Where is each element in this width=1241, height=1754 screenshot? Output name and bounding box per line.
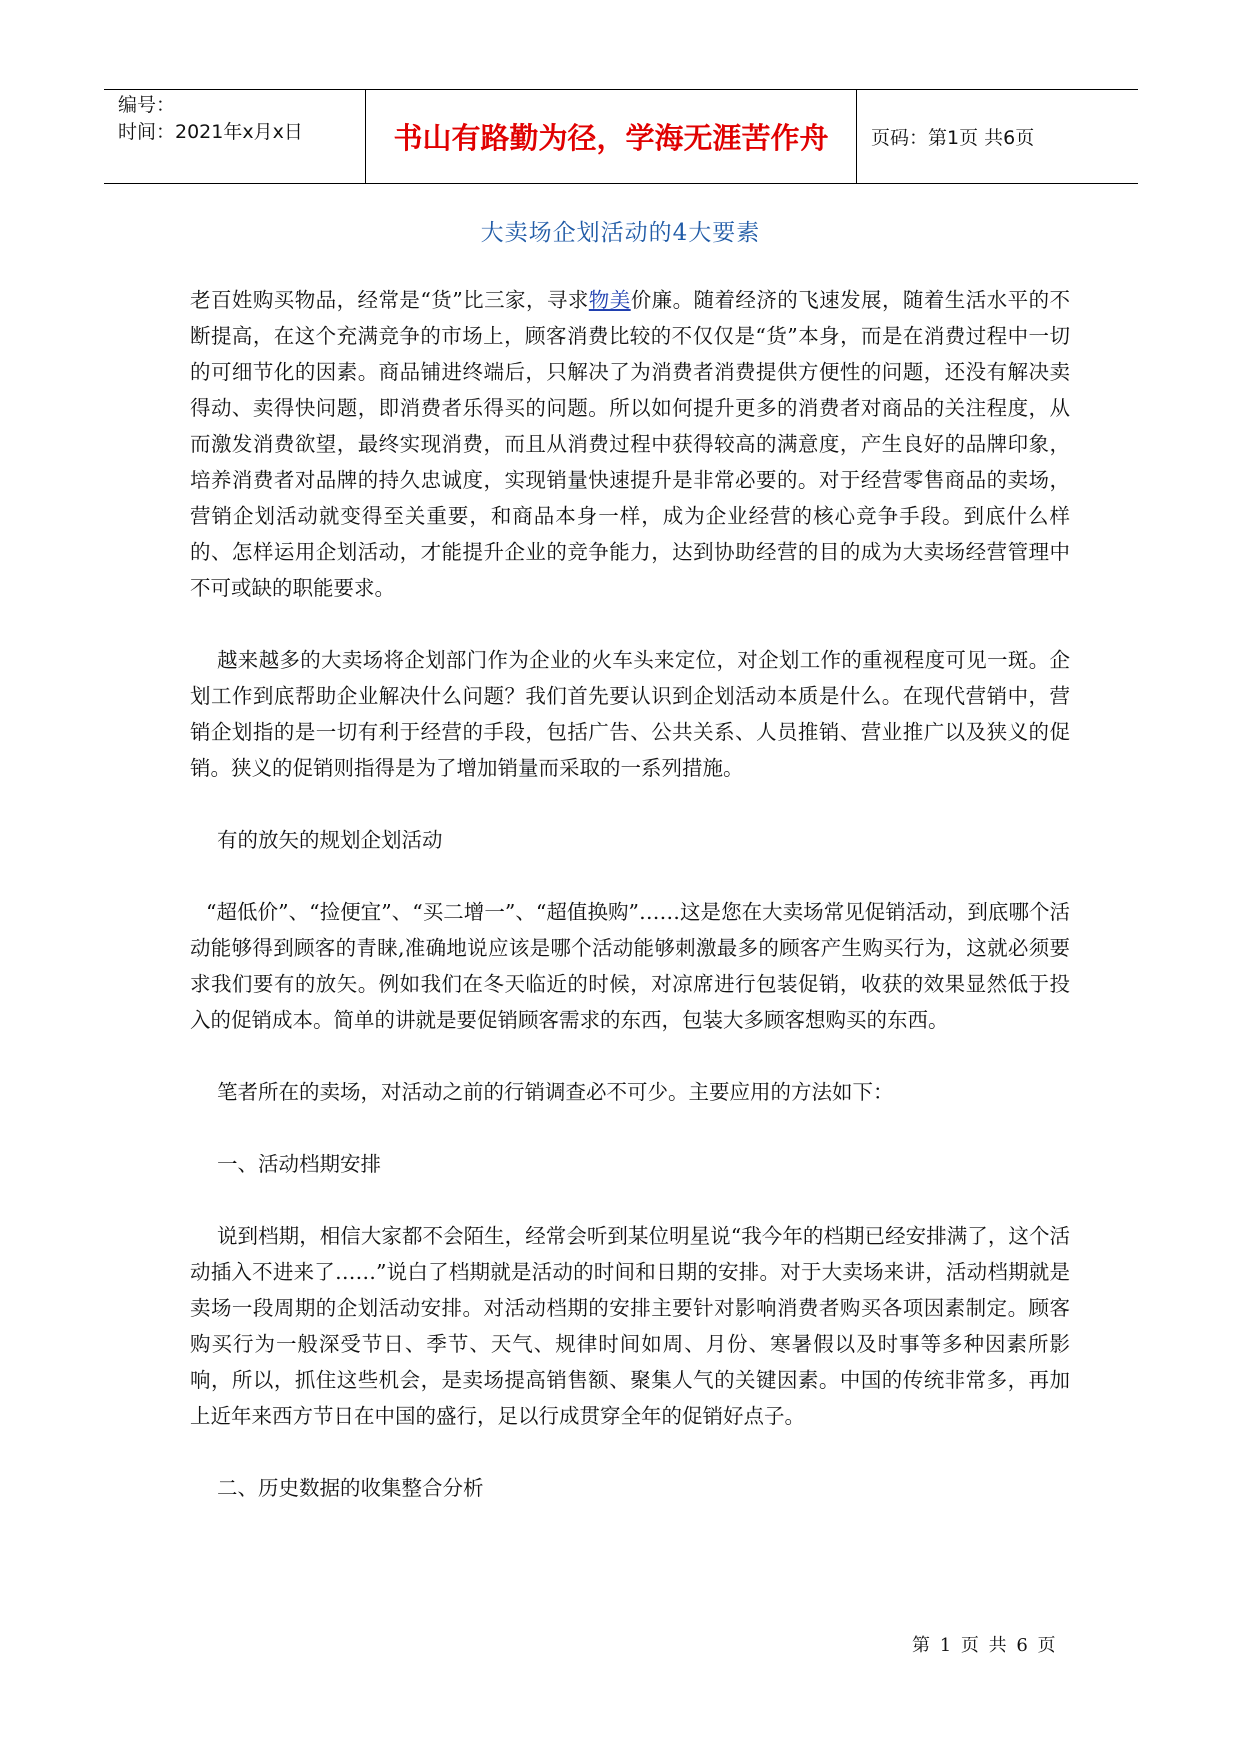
page-footer: 第 1 页 共 6 页 [912, 1635, 1058, 1656]
time-label: 时间：2021年x月x日 [118, 121, 303, 143]
section-heading-history-data: 二、历史数据的收集整合分析 [217, 1476, 484, 1500]
header-page-label: 页码：第1页 共6页 [871, 127, 1035, 149]
link-wumei[interactable]: 物美 [588, 288, 631, 312]
number-label: 编号： [118, 94, 176, 116]
document-body [190, 282, 1070, 1542]
section-heading-planning: 有的放矢的规划企划活动 [217, 828, 443, 852]
paragraph-7: 说到档期，相信大家都不会陌生，经常会听到某位明星说“我今年的档期已经安排满了，这个活动插入不进来了……”说白了档期就是活动的时间和日期的安排。对于大卖场来讲，活动档期就是卖场一段周期的企划活动安排。对活动档期的安排主要针对影响消费者购买各项因素制定。顾客购买行为一般深受节日、季节、天气、规律时间如周、月份、寒暑假以及时事等多种因素所影响，所以，抓住这些机会，是卖场提高销售额、聚集人气的关键因素。中国的传统非常多，再加上近年来西方节日在中国的盛行，足以行成贯穿全年的促销好点子。 [190, 1224, 1070, 1428]
document-title: 大卖场企划活动的4大要素 [480, 220, 761, 246]
header-meta [104, 90, 366, 183]
paragraph-1-text-b: 价廉。随着经济的飞速发展，随着生活水平的不断提高，在这个充满竞争的市场上，顾客消费比较的不仅仅是“货”本身，而是在消费过程中一切的可细节化的因素。商品铺进终端后，只解决了为消费者消费提供方便性的问题，还没有解决卖得动、卖得快问题，即消费者乐得买的问题。所以如何提升更多的消费者对商品的关注程度，从而激发消费欲望，最终实现消费，而且从消费过程中获得较高的满意度，产生良好的品牌印象，培养消费者对品牌的持久忠诚度，实现销量快速提升是非常必要的。对于经营零售商品的卖场，营销企划活动就变得至关重要，和商品本身一样，成为企业经营的核心竞争手段。到底什么样的、怎样运用企划活动，才能提升企业的竞争能力，达到协助经营的目的成为大卖场经营管理中不可或缺的职能要求。 [190, 288, 1071, 600]
paragraph-1 [190, 282, 1070, 606]
section-heading-schedule: 一、活动档期安排 [217, 1152, 381, 1176]
header-motto: 书山有路勤为径，学海无涯苦作舟 [366, 90, 857, 183]
paragraph-2: 越来越多的大卖场将企划部门作为企业的火车头来定位，对企划工作的重视程度可见一斑。企划工作到底帮助企业解决什么问题？我们首先要认识到企划活动本质是什么。在现代营销中，营销企划指的是一切有利于经营的手段，包括广告、公共关系、人员推销、营业推广以及狭义的促销。狭义的促销则指得是为了增加销量而采取的一系列措施。 [190, 648, 1070, 780]
paragraph-1-text-a: 老百姓购买物品，经常是“货”比三家，寻求 [190, 288, 589, 312]
paragraph-5: 笔者所在的卖场，对活动之前的行销调查必不可少。主要应用的方法如下： [217, 1080, 894, 1104]
document-header [104, 89, 1138, 184]
paragraph-4: “超低价”、“捡便宜”、“买二增一”、“超值换购”……这是您在大卖场常见促销活动，到底哪个活动能够得到顾客的青睐,准确地说应该是哪个活动能够刺激最多的顾客产生购买行为，这就必须要求我们要有的放矢。例如我们在冬天临近的时候，对凉席进行包装促销，收获的效果显然低于投入的促销成本。简单的讲就是要促销顾客需求的东西，包装大多顾客想购买的东西。 [190, 900, 1070, 1032]
